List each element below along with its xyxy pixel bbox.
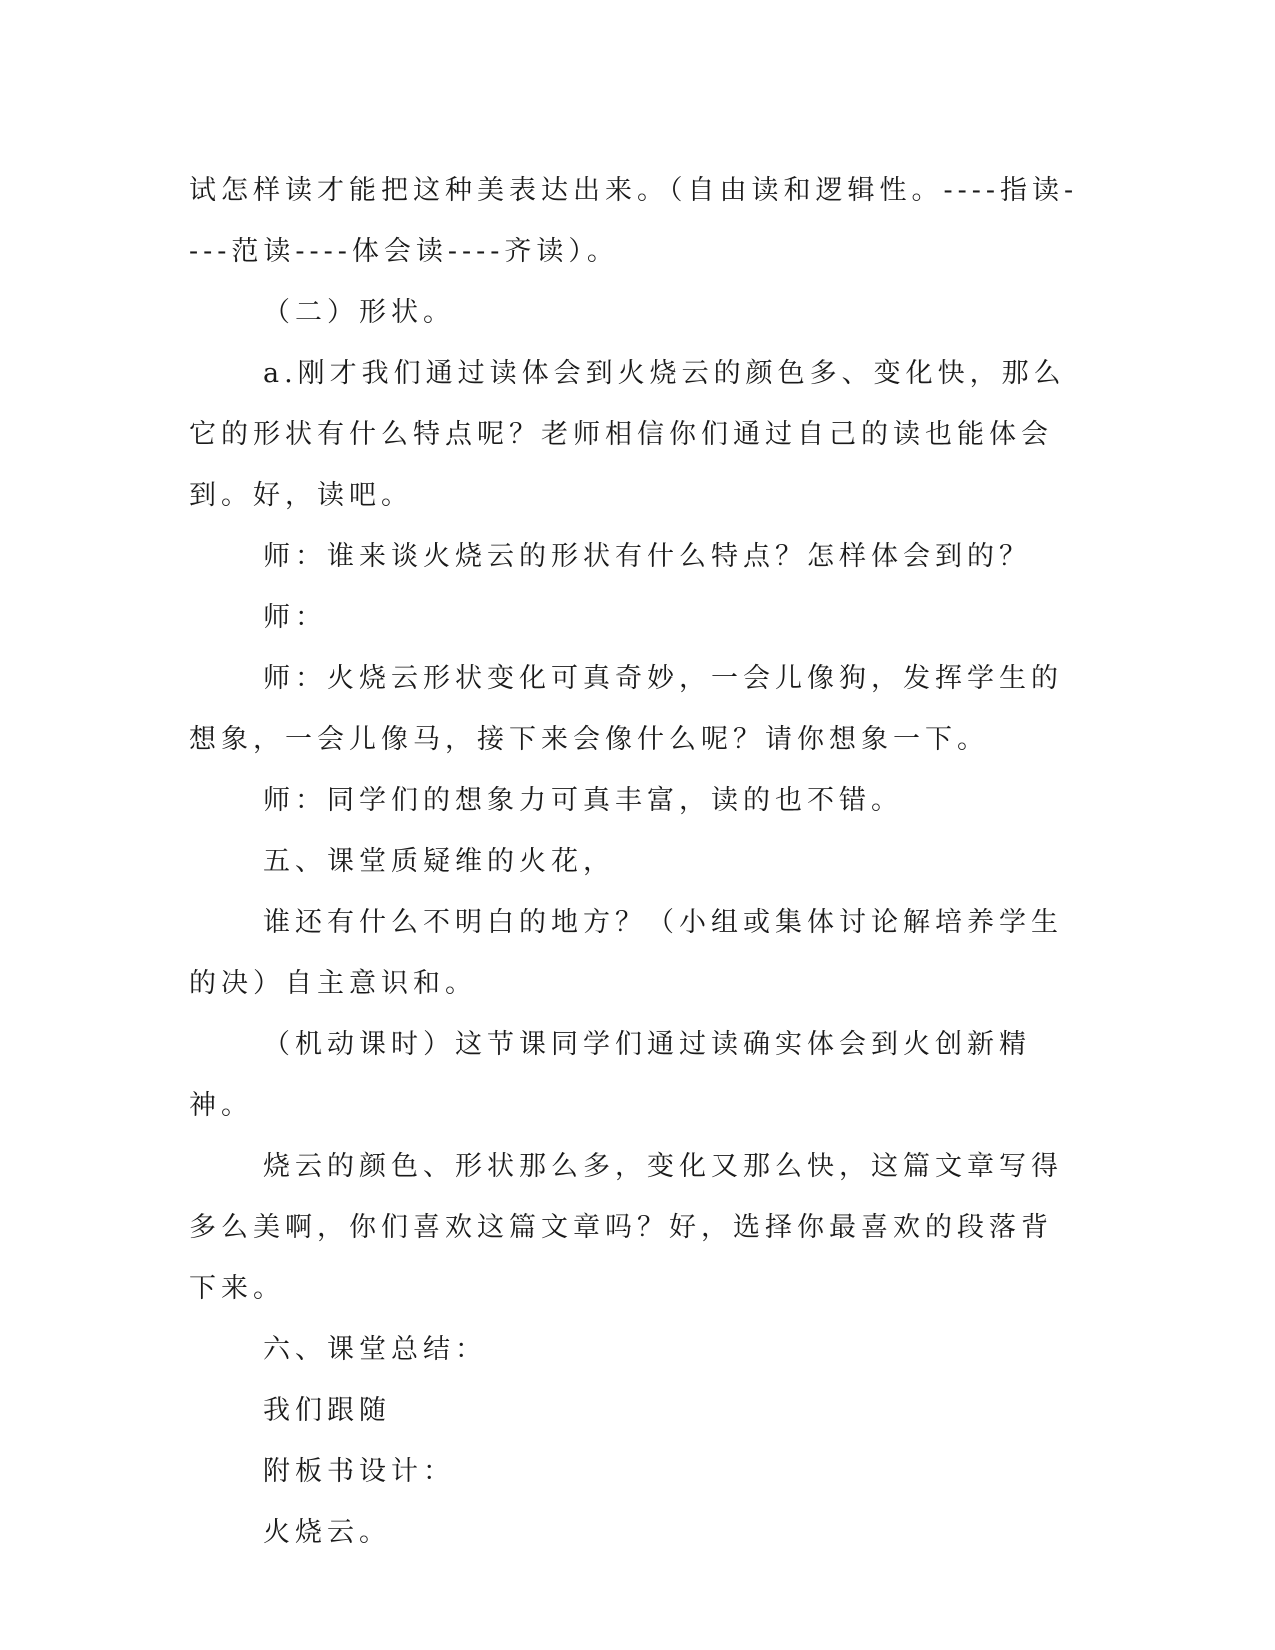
paragraph-reading-methods: 试怎样读才能把这种美表达出来。（自由读和逻辑性。----指读----范读----体会读----齐读）。 [189,175,1079,267]
paragraph-flexible-lesson: （机动课时）这节课同学们通过读确实体会到火创新精神。 [189,1029,1031,1121]
paragraph-shape-intro: a.刚才我们通过读体会到火烧云的颜色多、变化快，那么它的形状有什么特点呢？老师相信你们通过自己的读也能体会到。好，读吧。 [189,358,1066,511]
paragraph-section-five-heading: 五、课堂质疑维的火花， [263,846,615,877]
paragraph-teacher-praise: 师：同学们的想象力可真丰富，读的也不错。 [263,785,903,816]
paragraph-title-huoshaoyun: 火烧云。 [263,1517,391,1548]
paragraph-section-six-heading: 六、课堂总结： [263,1334,487,1365]
paragraph-board-design: 附板书设计： [263,1456,455,1487]
document-body [189,160,1079,1563]
paragraph-teacher-question: 师：谁来谈火烧云的形状有什么特点？怎样体会到的？ [263,541,1031,572]
paragraph-follow: 我们跟随 [263,1395,391,1426]
paragraph-teacher-imagination: 师：火烧云形状变化可真奇妙，一会儿像狗，发挥学生的想象，一会儿像马，接下来会像什么呢？请你想象一下。 [189,663,1063,755]
paragraph-recitation: 烧云的颜色、形状那么多，变化又那么快，这篇文章写得多么美啊，你们喜欢这篇文章吗？好，选择你最喜欢的段落背下来。 [189,1151,1063,1304]
paragraph-teacher-blank: 师： [263,602,327,633]
paragraph-questions: 谁还有什么不明白的地方？（小组或集体讨论解培养学生的决）自主意识和。 [189,907,1063,999]
paragraph-shape-heading: （二）形状。 [263,297,455,328]
